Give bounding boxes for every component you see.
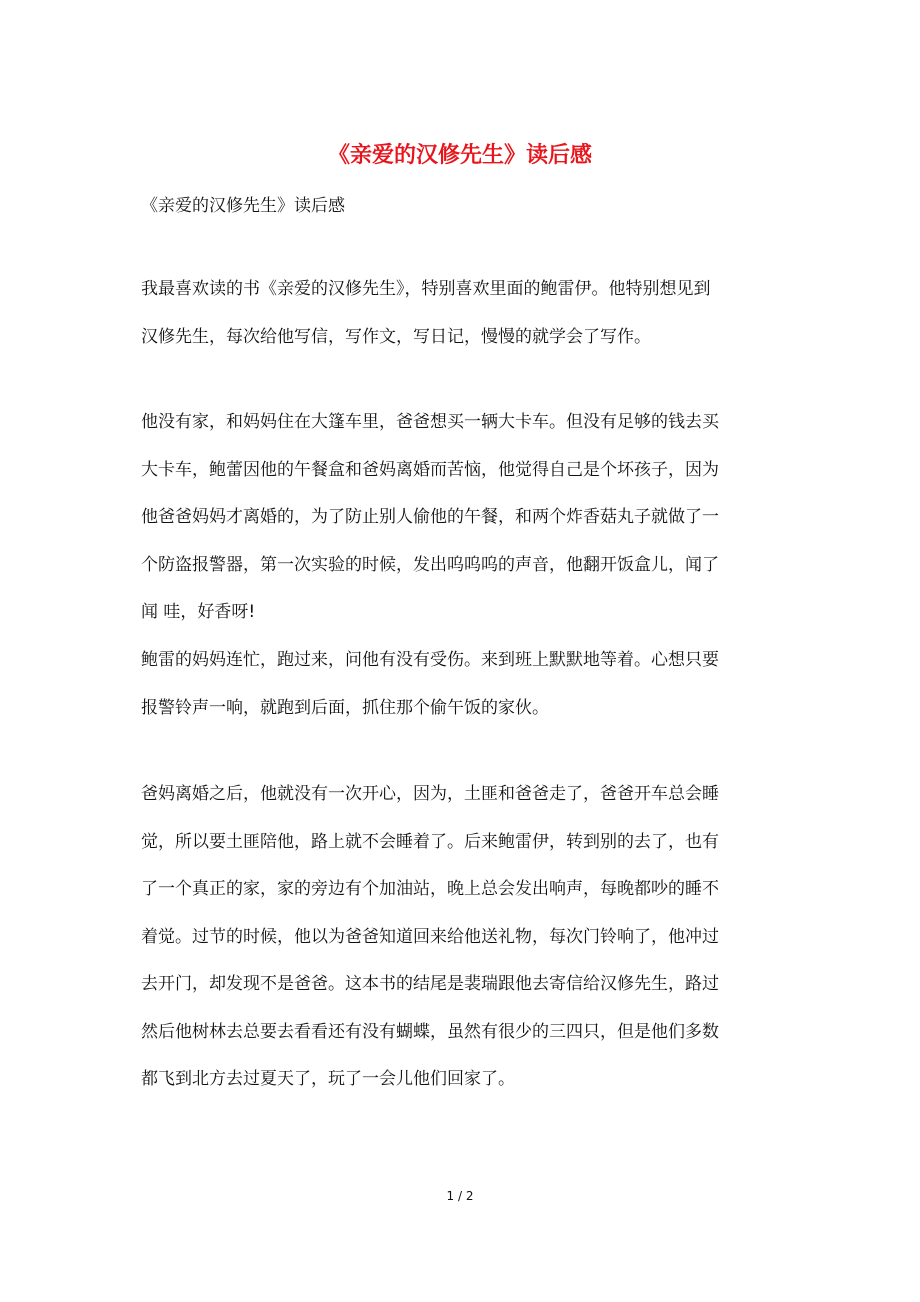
paragraph-line: 觉，所以要土匪陪他，路上就不会睡着了。后来鲍雷伊，转到别的去了，也有 <box>141 831 719 852</box>
paragraph-line: 他爸爸妈妈才离婚的，为了防止别人偷他的午餐，和两个炸香菇丸子就做了一 <box>141 507 719 527</box>
paragraph-line: 爸妈离婚之后，他就没有一次开心，因为，土匪和爸爸走了，爸爸开车总会睡 <box>141 784 719 804</box>
paragraph-4 <box>141 771 781 1104</box>
paragraph-line: 闻 哇，好香呀! <box>141 602 256 622</box>
paragraph-line: 鲍雷的妈妈连忙，跑过来，问他有没有受伤。来到班上默默地等着。心想只要 <box>141 650 719 670</box>
paragraph-1 <box>141 266 781 361</box>
paragraph-line: 都飞到北方去过夏天了，玩了一会儿他们回家了。 <box>141 1069 515 1089</box>
paragraph-line: 去开门，却发现不是爸爸。这本书的结尾是裴瑞跟他去寄信给汉修先生，路过 <box>141 974 719 994</box>
page-number: 1 / 2 <box>446 1189 474 1203</box>
paragraph-line: 大卡车，鲍蕾因他的午餐盒和爸妈离婚而苦恼，他觉得自己是个坏孩子，因为 <box>141 459 719 480</box>
paragraph-line: 然后他树林去总要去看看还有没有蝴蝶，虽然有很少的三四只，但是他们多数 <box>141 1021 719 1042</box>
paragraph-line: 汉修先生，每次给他写信，写作文，写日记，慢慢的就学会了写作。 <box>141 326 651 347</box>
document-subtitle: 《亲爱的汉修先生》读后感 <box>141 196 345 216</box>
paragraph-line: 个防盗报警器，第一次实验的时候，发出呜呜呜的声音，他翻开饭盒儿，闻了 <box>141 554 719 575</box>
paragraph-line: 我最喜欢读的书《亲爱的汉修先生》，特别喜欢里面的鲍雷伊。他特别想见到 <box>141 279 711 299</box>
paragraph-line: 着觉。过节的时候，他以为爸爸知道回来给他送礼物，每次门铃响了，他冲过 <box>141 926 719 947</box>
paragraph-line: 报警铃声一响，就跑到后面，抓住那个偷午饭的家伙。 <box>141 697 549 718</box>
paragraph-line: 了一个真正的家，家的旁边有个加油站，晚上总会发出响声，每晚都吵的睡不 <box>141 879 719 899</box>
paragraph-line: 他没有家，和妈妈住在大篷车里，爸爸想买一辆大卡车。但没有足够的钱去买 <box>141 412 719 432</box>
paragraph-2 <box>141 399 781 637</box>
paragraph-3 <box>141 637 781 732</box>
document-title: 《亲爱的汉修先生》读后感 <box>327 143 592 168</box>
